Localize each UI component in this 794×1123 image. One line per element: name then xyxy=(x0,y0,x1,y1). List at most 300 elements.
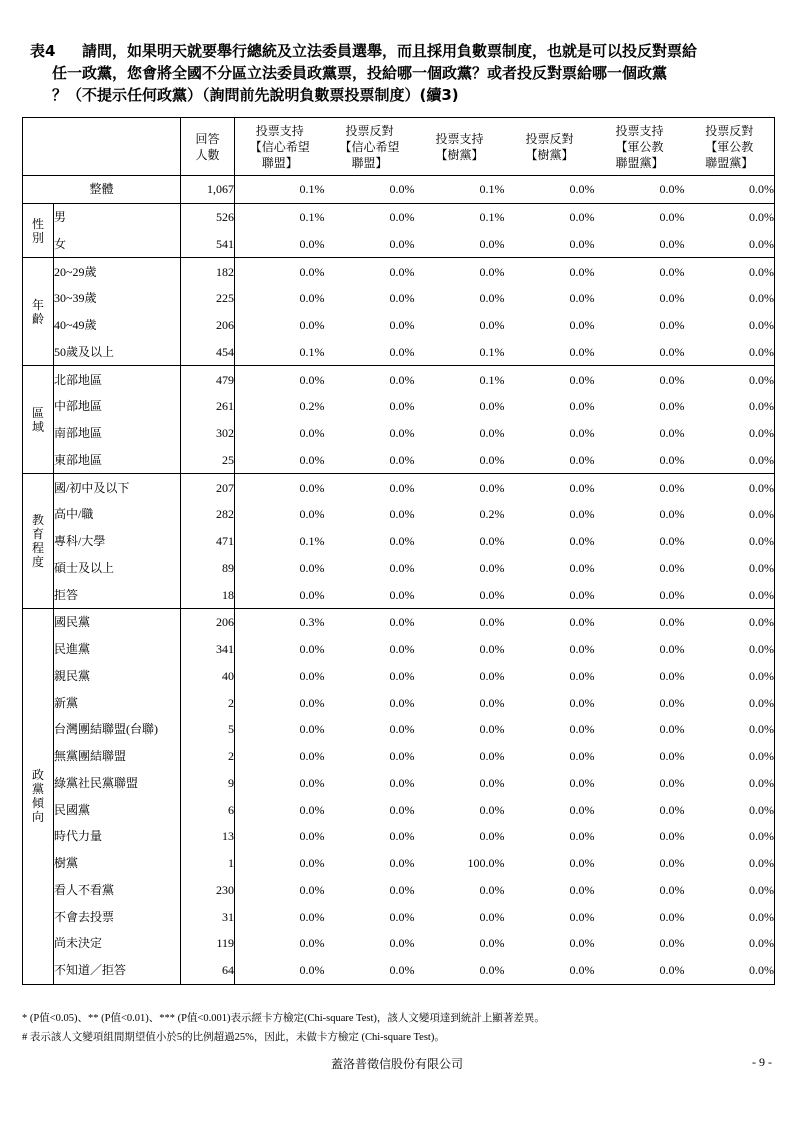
percent-cell: 0.0% xyxy=(505,231,595,258)
percent-cell: 0.0% xyxy=(479,480,505,495)
percent-cell: 0.0% xyxy=(505,581,595,608)
table-row xyxy=(23,689,775,716)
table-row xyxy=(23,312,775,339)
page-number: - 9 - xyxy=(752,1055,772,1069)
table-body xyxy=(23,176,775,985)
percent-cell: 0.1% xyxy=(235,176,325,204)
percent-cell: 0.0% xyxy=(389,829,415,844)
title-line-1: 請問，如果明天就要舉行總統及立法委員選舉，而且採用負數票制度，也就是可以投反對票給 xyxy=(82,42,698,60)
percent-cell: 0.0% xyxy=(749,722,774,737)
percent-cell: 0.0% xyxy=(659,507,685,522)
respondent-count: 341 xyxy=(181,636,235,663)
table-row xyxy=(23,474,775,501)
percent-cell: 0.0% xyxy=(389,722,415,737)
respondent-count: 40 xyxy=(181,663,235,690)
row-label: 女 xyxy=(54,231,181,258)
percent-cell: 0.0% xyxy=(569,210,595,225)
percent-cell: 0.0% xyxy=(749,882,774,897)
table-row xyxy=(23,716,775,743)
row-label: 20~29歲 xyxy=(54,258,181,285)
row-label: 民進黨 xyxy=(54,636,181,663)
percent-cell: 0.0% xyxy=(659,829,685,844)
percent-cell: 0.0% xyxy=(479,291,505,306)
percent-cell: 0.0% xyxy=(659,749,685,764)
percent-cell: 0.0% xyxy=(389,749,415,764)
header-stub xyxy=(23,118,181,176)
percent-cell: 0.0% xyxy=(659,291,685,306)
table-row xyxy=(23,393,775,420)
percent-cell: 0.0% xyxy=(299,642,325,657)
percent-cell: 0.0% xyxy=(659,882,685,897)
percent-cell: 0.0% xyxy=(659,426,685,441)
percent-cell: 0.0% xyxy=(749,399,774,414)
group-label-text: 區域 xyxy=(31,405,44,434)
row-label: 碩士及以上 xyxy=(54,555,181,582)
percent-cell: 0.0% xyxy=(749,668,774,683)
percent-cell: 0.0% xyxy=(659,695,685,710)
percent-cell: 0.0% xyxy=(659,480,685,495)
percent-cell: 0.0% xyxy=(569,856,595,871)
percent-cell: 0.0% xyxy=(479,722,505,737)
percent-cell: 0.0% xyxy=(569,480,595,495)
header-col-label: 投票反對 【樹黨】 xyxy=(525,131,574,162)
respondent-count: 2 xyxy=(181,743,235,770)
footnote-chi-square: # 表示該人文變項組間期望值小於5的比例超過25%，因此，未做卡方檢定 (Chi-square Test)。 xyxy=(22,1032,445,1043)
percent-cell: 0.0% xyxy=(749,426,774,441)
percent-cell: 0.0% xyxy=(299,480,325,495)
percent-cell: 0.0% xyxy=(749,560,774,575)
percent-cell: 0.2% xyxy=(299,399,325,414)
percent-cell: 0.0% xyxy=(235,581,325,608)
percent-cell: 0.0% xyxy=(299,749,325,764)
percent-cell: 0.0% xyxy=(569,507,595,522)
percent-cell: 0.0% xyxy=(569,882,595,897)
percent-cell: 0.0% xyxy=(569,615,595,630)
row-label: 親民黨 xyxy=(54,663,181,690)
percent-cell: 0.0% xyxy=(749,695,774,710)
respondent-count: 64 xyxy=(181,957,235,984)
percent-cell: 0.0% xyxy=(569,426,595,441)
percent-cell: 0.0% xyxy=(389,909,415,924)
percent-cell: 0.0% xyxy=(479,668,505,683)
percent-cell: 0.0% xyxy=(595,957,685,984)
percent-cell: 0.0% xyxy=(749,775,774,790)
table-row xyxy=(23,850,775,877)
percent-cell: 0.0% xyxy=(479,909,505,924)
percent-cell: 0.0% xyxy=(505,447,595,474)
row-label: 不知道／拒答 xyxy=(54,957,181,984)
percent-cell: 0.0% xyxy=(479,560,505,575)
percent-cell: 0.0% xyxy=(299,372,325,387)
percent-cell: 0.0% xyxy=(685,339,775,366)
table-row xyxy=(23,770,775,797)
percent-cell: 0.0% xyxy=(505,176,595,204)
percent-cell: 0.0% xyxy=(659,372,685,387)
percent-cell: 0.0% xyxy=(569,829,595,844)
header-col-label: 投票支持 【信心希望 聯盟】 xyxy=(249,123,310,170)
respondent-count: 1,067 xyxy=(181,176,235,204)
table-row xyxy=(23,339,775,366)
percent-cell: 0.0% xyxy=(299,318,325,333)
percent-cell: 0.0% xyxy=(659,668,685,683)
percent-cell: 0.0% xyxy=(659,560,685,575)
respondent-count: 182 xyxy=(181,258,235,285)
table-row xyxy=(23,285,775,312)
row-label: 50歲及以上 xyxy=(54,339,181,366)
percent-cell: 0.0% xyxy=(685,447,775,474)
header-col-2 xyxy=(325,118,415,176)
table-row xyxy=(23,501,775,528)
percent-cell: 0.0% xyxy=(389,399,415,414)
percent-cell: 0.0% xyxy=(479,534,505,549)
header-col-6 xyxy=(685,118,775,176)
table-row xyxy=(23,447,775,474)
percent-cell: 0.0% xyxy=(749,802,774,817)
percent-cell: 0.0% xyxy=(505,957,595,984)
percent-cell: 0.0% xyxy=(389,856,415,871)
percent-cell: 0.0% xyxy=(569,802,595,817)
respondent-count: 225 xyxy=(181,285,235,312)
percent-cell: 0.0% xyxy=(389,936,415,951)
percent-cell: 0.0% xyxy=(659,264,685,279)
percent-cell: 0.0% xyxy=(389,507,415,522)
percent-cell: 0.0% xyxy=(685,231,775,258)
respondent-count: 261 xyxy=(181,393,235,420)
respondent-count: 282 xyxy=(181,501,235,528)
table-row xyxy=(23,930,775,957)
header-respondents-label: 回答 人數 xyxy=(195,131,220,162)
percent-cell: 0.0% xyxy=(595,339,685,366)
percent-cell: 0.0% xyxy=(569,909,595,924)
percent-cell: 0.0% xyxy=(235,957,325,984)
percent-cell: 0.0% xyxy=(659,909,685,924)
percent-cell: 0.0% xyxy=(659,210,685,225)
respondent-count: 25 xyxy=(181,447,235,474)
percent-cell: 0.0% xyxy=(685,176,775,204)
percent-cell: 0.0% xyxy=(749,291,774,306)
respondent-count: 6 xyxy=(181,796,235,823)
percent-cell: 0.0% xyxy=(299,856,325,871)
percent-cell: 0.0% xyxy=(659,775,685,790)
percent-cell: 0.0% xyxy=(299,695,325,710)
percent-cell: 0.0% xyxy=(235,447,325,474)
percent-cell: 0.0% xyxy=(659,534,685,549)
percent-cell: 0.0% xyxy=(299,507,325,522)
percent-cell: 0.0% xyxy=(389,210,415,225)
percent-cell: 0.0% xyxy=(325,339,415,366)
row-label-total: 整體 xyxy=(23,176,181,204)
percent-cell: 0.0% xyxy=(659,615,685,630)
percent-cell: 0.0% xyxy=(659,936,685,951)
percent-cell: 0.0% xyxy=(749,480,774,495)
header-row xyxy=(23,118,775,176)
header-respondents xyxy=(181,118,235,176)
percent-cell: 0.0% xyxy=(569,749,595,764)
row-label: 無黨團結聯盟 xyxy=(54,743,181,770)
row-label: 拒答 xyxy=(54,581,181,608)
group-label xyxy=(23,366,54,474)
percent-cell: 0.0% xyxy=(749,909,774,924)
percent-cell: 0.0% xyxy=(595,231,685,258)
respondent-count: 471 xyxy=(181,528,235,555)
percent-cell: 0.0% xyxy=(479,749,505,764)
percent-cell: 0.0% xyxy=(595,176,685,204)
percent-cell: 0.0% xyxy=(749,615,774,630)
percent-cell: 0.0% xyxy=(299,291,325,306)
percent-cell: 0.0% xyxy=(389,372,415,387)
percent-cell: 0.0% xyxy=(325,176,415,204)
row-label: 時代力量 xyxy=(54,823,181,850)
percent-cell: 0.1% xyxy=(415,176,505,204)
percent-cell: 0.0% xyxy=(479,426,505,441)
row-label: 東部地區 xyxy=(54,447,181,474)
percent-cell: 0.0% xyxy=(299,882,325,897)
percent-cell: 0.1% xyxy=(299,534,325,549)
table-row xyxy=(23,609,775,636)
header-col-3 xyxy=(415,118,505,176)
percent-cell: 0.0% xyxy=(389,695,415,710)
percent-cell: 0.0% xyxy=(749,936,774,951)
row-label: 中部地區 xyxy=(54,393,181,420)
percent-cell: 0.0% xyxy=(389,291,415,306)
percent-cell: 0.0% xyxy=(299,775,325,790)
percent-cell: 0.0% xyxy=(479,775,505,790)
row-label: 男 xyxy=(54,203,181,230)
percent-cell: 0.0% xyxy=(569,668,595,683)
percent-cell: 0.0% xyxy=(479,615,505,630)
table-row xyxy=(23,743,775,770)
percent-cell: 0.0% xyxy=(659,642,685,657)
respondent-count: 206 xyxy=(181,312,235,339)
table-row xyxy=(23,823,775,850)
percent-cell: 0.0% xyxy=(299,802,325,817)
percent-cell: 0.0% xyxy=(479,642,505,657)
percent-cell: 0.0% xyxy=(749,264,774,279)
percent-cell: 0.0% xyxy=(389,426,415,441)
header-col-5 xyxy=(595,118,685,176)
percent-cell: 0.0% xyxy=(569,372,595,387)
percent-cell: 0.0% xyxy=(479,399,505,414)
respondent-count: 454 xyxy=(181,339,235,366)
percent-cell: 0.2% xyxy=(479,507,505,522)
percent-cell: 0.0% xyxy=(749,856,774,871)
percent-cell: 0.0% xyxy=(569,264,595,279)
percent-cell: 0.0% xyxy=(389,642,415,657)
header-col-label: 投票支持 【軍公教 聯盟黨】 xyxy=(615,123,664,170)
respondent-count: 5 xyxy=(181,716,235,743)
percent-cell: 0.0% xyxy=(299,426,325,441)
group-label-text: 性別 xyxy=(31,216,44,245)
row-label: 民國黨 xyxy=(54,796,181,823)
percent-cell: 0.0% xyxy=(235,231,325,258)
percent-cell: 0.0% xyxy=(595,581,685,608)
percent-cell: 0.0% xyxy=(299,909,325,924)
percent-cell: 0.0% xyxy=(479,264,505,279)
percent-cell: 0.0% xyxy=(325,581,415,608)
percent-cell: 0.0% xyxy=(749,829,774,844)
respondent-count: 31 xyxy=(181,903,235,930)
percent-cell: 0.0% xyxy=(389,534,415,549)
percent-cell: 0.0% xyxy=(415,581,505,608)
table-number: 表4 xyxy=(30,42,56,60)
row-label: 台灣團結聯盟(台聯) xyxy=(54,716,181,743)
respondent-count: 230 xyxy=(181,877,235,904)
row-label: 看人不看黨 xyxy=(54,877,181,904)
row-label: 南部地區 xyxy=(54,420,181,447)
percent-cell: 0.0% xyxy=(749,749,774,764)
respondent-count: 541 xyxy=(181,231,235,258)
header-col-1 xyxy=(235,118,325,176)
percent-cell: 0.0% xyxy=(325,447,415,474)
percent-cell: 0.0% xyxy=(389,560,415,575)
table-row xyxy=(23,663,775,690)
percent-cell: 0.0% xyxy=(415,957,505,984)
percent-cell: 0.0% xyxy=(569,722,595,737)
percent-cell: 0.0% xyxy=(389,882,415,897)
company-name: 蓋洛普徵信股份有限公司 xyxy=(330,1057,463,1071)
table-row-total xyxy=(23,176,775,204)
percent-cell: 0.0% xyxy=(569,936,595,951)
percent-cell: 0.1% xyxy=(479,210,505,225)
percent-cell: 0.0% xyxy=(389,668,415,683)
percent-cell: 0.0% xyxy=(505,339,595,366)
percent-cell: 0.0% xyxy=(659,722,685,737)
percent-cell: 0.0% xyxy=(569,560,595,575)
percent-cell: 0.0% xyxy=(325,231,415,258)
percent-cell: 0.1% xyxy=(415,339,505,366)
percent-cell: 0.0% xyxy=(749,210,774,225)
percent-cell: 0.0% xyxy=(389,775,415,790)
header-col-label: 投票反對 【軍公教 聯盟黨】 xyxy=(705,123,754,170)
group-label-text: 年齡 xyxy=(31,297,44,326)
row-label: 綠黨社民黨聯盟 xyxy=(54,770,181,797)
row-label: 不會去投票 xyxy=(54,903,181,930)
percent-cell: 0.0% xyxy=(659,802,685,817)
table-row xyxy=(23,957,775,984)
percent-cell: 0.0% xyxy=(389,318,415,333)
footnote-significance: * (P值<0.05)、** (P值<0.01)、*** (P值<0.001)表示經卡方檢定(Chi-square Test)，該人文變項達到統計上顯著差異。 xyxy=(22,1013,545,1024)
table-row xyxy=(23,366,775,393)
percent-cell: 0.0% xyxy=(389,264,415,279)
percent-cell: 0.0% xyxy=(479,695,505,710)
table-row xyxy=(23,420,775,447)
header-col-4 xyxy=(505,118,595,176)
group-label xyxy=(23,203,54,258)
percent-cell: 0.0% xyxy=(415,231,505,258)
respondent-count: 206 xyxy=(181,609,235,636)
percent-cell: 0.0% xyxy=(569,775,595,790)
table-row xyxy=(23,636,775,663)
respondent-count: 13 xyxy=(181,823,235,850)
percent-cell: 0.0% xyxy=(685,581,775,608)
row-label: 北部地區 xyxy=(54,366,181,393)
group-label xyxy=(23,258,54,366)
percent-cell: 0.0% xyxy=(299,829,325,844)
respondent-count: 9 xyxy=(181,770,235,797)
row-label: 國/初中及以下 xyxy=(54,474,181,501)
respondent-count: 207 xyxy=(181,474,235,501)
percent-cell: 0.0% xyxy=(659,856,685,871)
header-col-label: 投票支持 【樹黨】 xyxy=(435,131,484,162)
table-row xyxy=(23,528,775,555)
group-label-text: 教育程度 xyxy=(31,513,44,570)
row-label: 國民黨 xyxy=(54,609,181,636)
row-label: 高中/職 xyxy=(54,501,181,528)
percent-cell: 0.0% xyxy=(749,507,774,522)
crosstab-table xyxy=(22,117,775,985)
percent-cell: 0.1% xyxy=(235,339,325,366)
percent-cell: 0.0% xyxy=(569,642,595,657)
percent-cell: 0.3% xyxy=(299,615,325,630)
percent-cell: 0.0% xyxy=(479,318,505,333)
percent-cell: 0.0% xyxy=(569,399,595,414)
percent-cell: 0.0% xyxy=(595,447,685,474)
percent-cell: 0.1% xyxy=(479,372,505,387)
percent-cell: 0.0% xyxy=(569,291,595,306)
percent-cell: 0.0% xyxy=(569,695,595,710)
table-row xyxy=(23,903,775,930)
table-row xyxy=(23,258,775,285)
percent-cell: 0.0% xyxy=(659,318,685,333)
respondent-count: 479 xyxy=(181,366,235,393)
row-label: 專科/大學 xyxy=(54,528,181,555)
percent-cell: 0.0% xyxy=(685,957,775,984)
title-line-2: 任一政黨，您會將全國不分區立法委員政黨票，投給哪一個政黨？或者投反對票給哪一個政黨 xyxy=(52,64,668,82)
percent-cell: 0.0% xyxy=(389,615,415,630)
percent-cell: 0.0% xyxy=(749,372,774,387)
table-row xyxy=(23,796,775,823)
respondent-count: 1 xyxy=(181,850,235,877)
percent-cell: 0.0% xyxy=(569,318,595,333)
percent-cell: 0.0% xyxy=(749,534,774,549)
respondent-count: 302 xyxy=(181,420,235,447)
percent-cell: 0.0% xyxy=(299,264,325,279)
table-row xyxy=(23,231,775,258)
percent-cell: 0.0% xyxy=(569,534,595,549)
percent-cell: 0.0% xyxy=(389,802,415,817)
row-label: 樹黨 xyxy=(54,850,181,877)
percent-cell: 0.0% xyxy=(479,802,505,817)
respondent-count: 89 xyxy=(181,555,235,582)
row-label: 30~39歲 xyxy=(54,285,181,312)
table-row xyxy=(23,203,775,230)
respondent-count: 18 xyxy=(181,581,235,608)
group-label xyxy=(23,609,54,985)
row-label: 40~49歲 xyxy=(54,312,181,339)
group-label xyxy=(23,474,54,609)
percent-cell: 0.0% xyxy=(299,668,325,683)
group-label-text: 政黨傾向 xyxy=(31,768,44,825)
percent-cell: 0.0% xyxy=(389,480,415,495)
percent-cell: 0.0% xyxy=(299,936,325,951)
table-row xyxy=(23,581,775,608)
percent-cell: 0.0% xyxy=(325,957,415,984)
percent-cell: 0.0% xyxy=(299,560,325,575)
percent-cell: 0.0% xyxy=(749,642,774,657)
percent-cell: 0.0% xyxy=(749,318,774,333)
respondent-count: 526 xyxy=(181,203,235,230)
percent-cell: 0.0% xyxy=(479,936,505,951)
percent-cell: 0.0% xyxy=(299,722,325,737)
header-col-label: 投票反對 【信心希望 聯盟】 xyxy=(339,123,400,170)
title-line-3: ？（不提示任何政黨）（詢問前先說明負數票投票制度）(續3) xyxy=(52,86,459,104)
row-label: 新黨 xyxy=(54,689,181,716)
percent-cell: 0.0% xyxy=(479,882,505,897)
percent-cell: 100.0% xyxy=(467,856,505,871)
row-label: 尚未決定 xyxy=(54,930,181,957)
percent-cell: 0.1% xyxy=(299,210,325,225)
respondent-count: 119 xyxy=(181,930,235,957)
